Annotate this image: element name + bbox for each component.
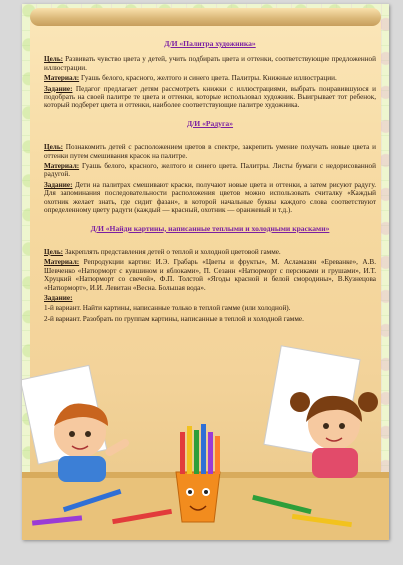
palette-task-text: Педагог предлагает детям рассмотреть книжки с иллюстрациями, выбрать понравившуюся и подобрать на своей палитре те цвета и оттенки, которые использовал художник. Выигрывает тот ребенок, который подберет цвета и оттенки, наиболее соответствующие палитре художника. (44, 84, 376, 110)
rainbow-material-text: Гуашь белого, красного, желтого и синего цвета. Палитры. Листы бумаги с недорисованной радугой. (44, 162, 376, 179)
section-title-rainbow: Д/И «Радуга» (186, 118, 234, 128)
warm-cold-variant-1: 1-й вариант. Найти картины, написанные только в теплой гамме (или холодной). (44, 304, 291, 313)
rainbow-task (44, 181, 376, 215)
palette-task-label: Задание: (44, 84, 73, 93)
warm-cold-material-text: Репродукции картин: И.Э. Грабарь «Цветы и фрукты», М. Асламазян «Ереванке», А.В. Шевченко «Натюрморт с кувшином и яблоками», П. Сезанн «Натюрморт с персиками и грушами», И.Т. Хруцкий «Натюрморт со свечой», Ф.П. Толстой «Ягоды красной и белой смородины», В.Кузнецова «Натюрморт», И.И. Левитан «Весна. Большая вода». (44, 258, 376, 292)
scroll-bottom-roll (30, 474, 381, 492)
palette-material-label: Материал: (44, 74, 80, 83)
scroll-top-roll (30, 8, 381, 26)
warm-cold-material (44, 258, 376, 292)
palette-goal-label: Цель: (44, 55, 64, 64)
warm-cold-goal-label: Цель: (44, 247, 64, 256)
warm-cold-task (44, 294, 376, 302)
rainbow-task-text: Дети на палитрах смешивают краски, получают новые цвета и оттенки, а затем рисуют радугу. Для запоминания последовательности расположения цветов можно использовать считалку «Каждый охотник желает знать, где сидит фазан», в которой начальные буквы каждого слова соответствуют определенному цвету радуги (каждый — красный, охотник — оранжевый и т.д.). (44, 180, 376, 215)
palette-task (44, 85, 376, 110)
document-page (22, 4, 389, 540)
section-title-warm-cold: Д/И «Найди картины, написанные теплыми и холодными красками» (90, 223, 330, 233)
palette-goal-text: Развивать чувство цвета у детей, учить подбирать цвета и оттенки, соответствующие предложенной иллюстрации. (44, 55, 376, 72)
warm-cold-goal (44, 248, 376, 256)
palette-goal (44, 55, 376, 72)
rainbow-goal-label: Цель: (44, 143, 64, 152)
warm-cold-task-label: Задание: (44, 293, 73, 302)
rainbow-material-label: Материал: (44, 162, 80, 171)
palette-material (44, 74, 376, 82)
rainbow-task-label: Задание: (44, 180, 73, 189)
rainbow-goal (44, 143, 376, 160)
rainbow-goal-text: Познакомить детей с расположением цветов в спектре, закрепить умение получать новые цвета и оттенки путем смешивания красок на палитре. (44, 143, 376, 160)
document-text (44, 40, 376, 325)
warm-cold-variant-2: 2-й вариант. Разобрать по группам картины, написанные в теплой и холодной гамме. (44, 314, 304, 323)
palette-material-text: Гуашь белого, красного, желтого и синего цвета. Палитры. Книжные иллюстрации. (79, 74, 337, 83)
warm-cold-goal-text: Закреплять представления детей о теплой и холодной цветовой гамме. (63, 247, 281, 256)
warm-cold-material-label: Материал: (44, 258, 80, 267)
section-title-palette: Д/И «Палитра художника» (164, 39, 256, 48)
rainbow-material (44, 162, 376, 179)
